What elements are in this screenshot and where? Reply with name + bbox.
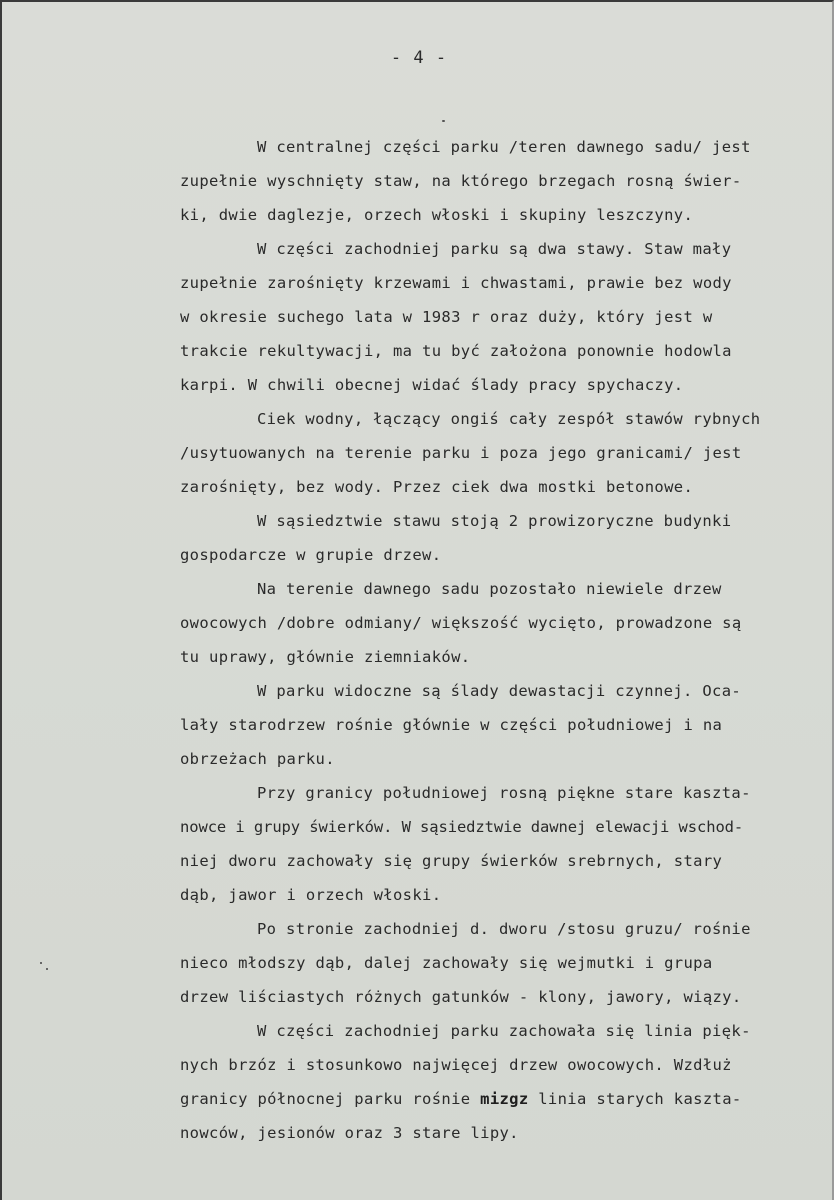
text-line: lały starodrzew rośnie głównie w części południowej i na	[180, 716, 723, 734]
text-line: tu uprawy, głównie ziemniaków.	[180, 648, 471, 666]
text-line: W parku widoczne są ślady dewastacji czynnej. Oca-	[257, 682, 742, 700]
text-line: W części zachodniej parku zachowała się linia pięk-	[257, 1022, 751, 1040]
text-line: trakcie rekultywacji, ma tu być założona ponownie hodowla	[180, 342, 732, 360]
text-line: drzew liściastych różnych gatunków - klony, jawory, wiązy.	[180, 988, 742, 1006]
text-line: nieco młodszy dąb, dalej zachowały się wejmutki i grupa	[180, 954, 713, 972]
text-line: W części zachodniej parku są dwa stawy. Staw mały	[257, 240, 732, 258]
text-line: Ciek wodny, łączący ongiś cały zespół stawów rybnych	[257, 410, 761, 428]
text-line: owocowych /dobre odmiany/ większość wycięto, prowadzone są	[180, 614, 742, 632]
text-line: obrzeżach parku.	[180, 750, 335, 768]
text-line: /usytuowanych na terenie parku i poza jego granicami/ jest	[180, 444, 742, 462]
text-line: ki, dwie daglezje, orzech włoski i skupiny leszczyny.	[180, 206, 694, 224]
margin-mark	[46, 968, 48, 970]
text-line: w okresie suchego lata w 1983 r oraz duży, który jest w	[180, 308, 713, 326]
text-segment: granicy północnej parku rośnie	[180, 1090, 481, 1108]
text-line: W centralnej części parku /teren dawnego sadu/ jest	[257, 138, 751, 156]
text-line: nych brzóz i stosunkowo najwięcej drzew owocowych. Wzdłuż	[180, 1056, 732, 1074]
text-line: Na terenie dawnego sadu pozostało niewiele drzew	[257, 580, 722, 598]
text-line: zupełnie wyschnięty staw, na którego brzegach rosną świer-	[180, 172, 742, 190]
text-line: karpi. W chwili obecnej widać ślady pracy spychaczy.	[180, 376, 684, 394]
text-line: zupełnie zarośnięty krzewami i chwastami, prawie bez wody	[180, 274, 732, 292]
text-line: Przy granicy południowej rosną piękne stare kaszta-	[257, 784, 751, 802]
margin-mark	[40, 962, 42, 964]
struck-over-word: mizgz	[480, 1090, 529, 1108]
text-line: dąb, jawor i orzech włoski.	[180, 886, 442, 904]
text-line: nowców, jesionów oraz 3 stare lipy.	[180, 1124, 519, 1142]
text-line: W sąsiedztwie stawu stoją 2 prowizoryczne budynki	[257, 512, 732, 530]
text-line	[180, 1089, 742, 1109]
text-line: zarośnięty, bez wody. Przez ciek dwa mostki betonowe.	[180, 478, 694, 496]
text-line: gospodarcze w grupie drzew.	[180, 546, 442, 564]
page-number: - 4 -	[390, 48, 448, 68]
text-segment	[529, 1090, 539, 1108]
text-line: niej dworu zachowały się grupy świerków srebrnych, stary	[180, 852, 723, 870]
text-segment: linia starych kaszta-	[538, 1090, 742, 1108]
text-line: Po stronie zachodniej d. dworu /stosu gruzu/ rośnie	[257, 920, 751, 938]
text-line: nowce i grupy świerków. W sąsiedztwie dawnej elewacji wschod-	[180, 818, 744, 836]
ink-speck	[442, 120, 445, 122]
